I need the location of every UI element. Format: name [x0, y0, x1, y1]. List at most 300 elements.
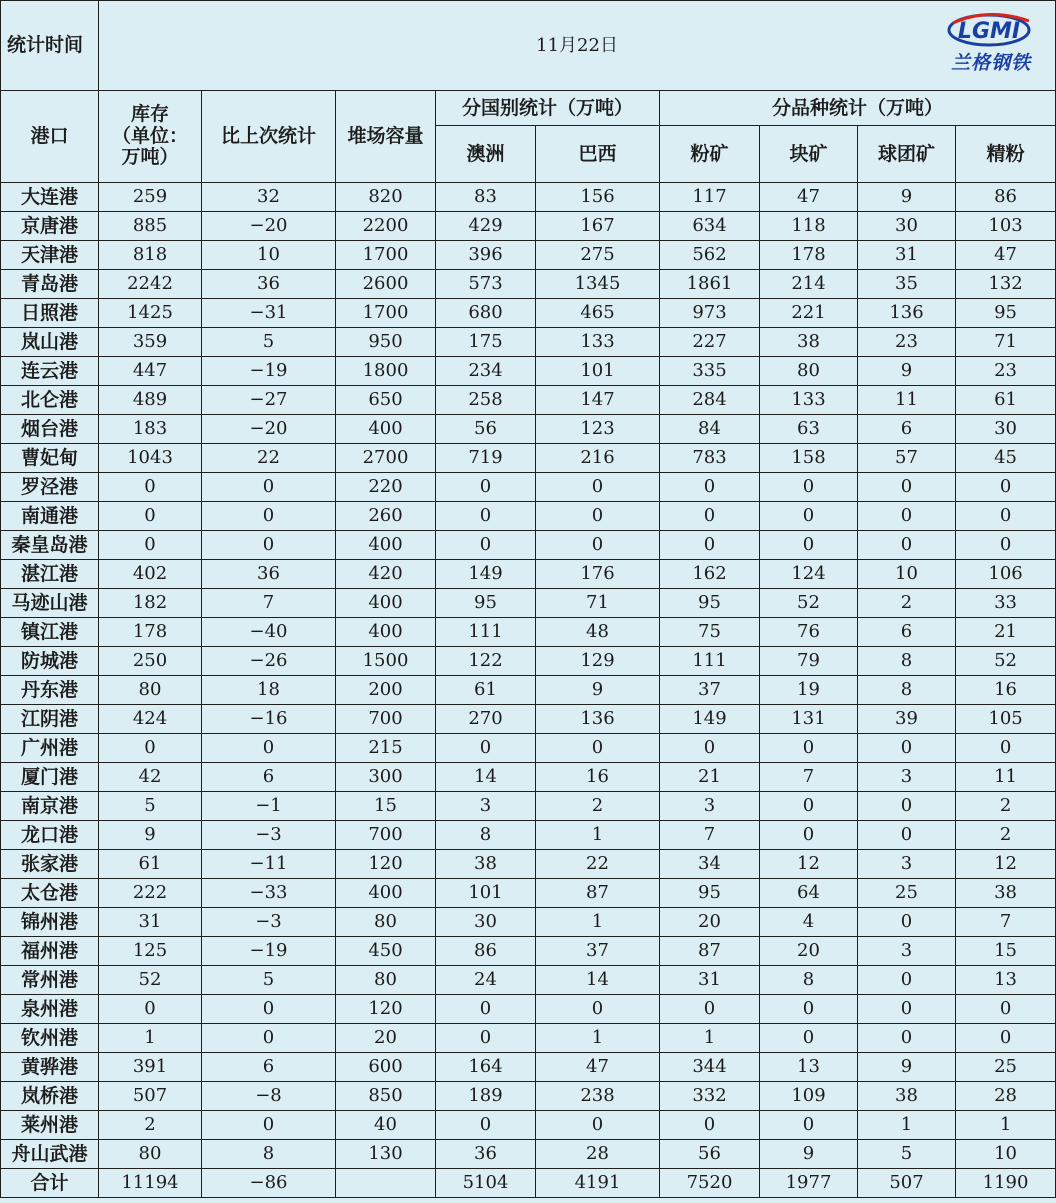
cell-change: −20	[202, 415, 336, 444]
cell-port-name: 太仓港	[1, 879, 99, 908]
cell-australia: 5104	[436, 1169, 536, 1198]
cell-change: −8	[202, 1082, 336, 1111]
cell-australia: 38	[436, 850, 536, 879]
cell-port-name: 龙口港	[1, 821, 99, 850]
cell-capacity: 400	[336, 415, 436, 444]
cell-capacity: 600	[336, 1053, 436, 1082]
cell-concentrate: 21	[956, 618, 1056, 647]
lgmi-logo-icon	[945, 9, 1033, 49]
cell-brazil: 156	[536, 183, 660, 212]
cell-fines: 7520	[660, 1169, 760, 1198]
cell-brazil: 1	[536, 1024, 660, 1053]
cell-concentrate: 2	[956, 792, 1056, 821]
cell-capacity: 450	[336, 937, 436, 966]
header-row-groups	[1, 91, 1056, 126]
cell-brazil: 238	[536, 1082, 660, 1111]
cell-brazil: 2	[536, 792, 660, 821]
cell-change: −11	[202, 850, 336, 879]
header-row-time	[1, 1, 1056, 91]
cell-australia: 396	[436, 241, 536, 270]
cell-stock: 250	[99, 647, 202, 676]
cell-lump: 178	[760, 241, 858, 270]
cell-stock: 182	[99, 589, 202, 618]
cell-concentrate: 106	[956, 560, 1056, 589]
cell-lump: 64	[760, 879, 858, 908]
cell-pellet: 0	[858, 502, 956, 531]
cell-lump: 7	[760, 763, 858, 792]
table-row	[1, 1024, 1056, 1053]
cell-concentrate: 52	[956, 647, 1056, 676]
cell-fines: 37	[660, 676, 760, 705]
cell-pellet: 2	[858, 589, 956, 618]
col-header-stock	[99, 91, 202, 183]
cell-lump: 0	[760, 502, 858, 531]
stock-header-line2: （单位：	[111, 124, 188, 147]
table-row	[1, 1053, 1056, 1082]
cell-capacity	[336, 1169, 436, 1198]
cell-concentrate: 2	[956, 821, 1056, 850]
cell-fines: 31	[660, 966, 760, 995]
table-row	[1, 357, 1056, 386]
cell-fines: 335	[660, 357, 760, 386]
cell-lump: 109	[760, 1082, 858, 1111]
cell-stock: 125	[99, 937, 202, 966]
cell-fines: 0	[660, 502, 760, 531]
table-row	[1, 937, 1056, 966]
cell-concentrate: 95	[956, 299, 1056, 328]
cell-change: 0	[202, 1111, 336, 1140]
cell-port-name: 舟山武港	[1, 1140, 99, 1169]
cell-port-name: 马迹山港	[1, 589, 99, 618]
cell-australia: 30	[436, 908, 536, 937]
cell-port-name: 黄骅港	[1, 1053, 99, 1082]
cell-concentrate: 105	[956, 705, 1056, 734]
cell-capacity: 200	[336, 676, 436, 705]
cell-concentrate: 13	[956, 966, 1056, 995]
cell-concentrate: 25	[956, 1053, 1056, 1082]
cell-concentrate: 47	[956, 241, 1056, 270]
cell-stock: 0	[99, 473, 202, 502]
cell-fines: 634	[660, 212, 760, 241]
cell-fines: 75	[660, 618, 760, 647]
cell-brazil: 37	[536, 937, 660, 966]
cell-port-name: 张家港	[1, 850, 99, 879]
cell-port-name: 泉州港	[1, 995, 99, 1024]
cell-brazil: 176	[536, 560, 660, 589]
cell-stock: 885	[99, 212, 202, 241]
table-row	[1, 763, 1056, 792]
cell-fines: 0	[660, 995, 760, 1024]
cell-lump: 131	[760, 705, 858, 734]
cell-stock: 61	[99, 850, 202, 879]
cell-fines: 162	[660, 560, 760, 589]
cell-australia: 36	[436, 1140, 536, 1169]
cell-australia: 680	[436, 299, 536, 328]
cell-fines: 332	[660, 1082, 760, 1111]
cell-stock: 0	[99, 502, 202, 531]
cell-australia: 83	[436, 183, 536, 212]
cell-capacity: 700	[336, 705, 436, 734]
col-header-pellet: 球团矿	[858, 126, 956, 183]
cell-pellet: 3	[858, 937, 956, 966]
cell-brazil: 28	[536, 1140, 660, 1169]
cell-capacity: 120	[336, 850, 436, 879]
stock-header-line1: 库存	[130, 102, 169, 125]
cell-stock: 222	[99, 879, 202, 908]
cell-pellet: 0	[858, 821, 956, 850]
cell-brazil: 87	[536, 879, 660, 908]
col-header-lump: 块矿	[760, 126, 858, 183]
cell-pellet: 3	[858, 763, 956, 792]
cell-brazil: 465	[536, 299, 660, 328]
cell-concentrate: 0	[956, 734, 1056, 763]
cell-capacity: 80	[336, 966, 436, 995]
cell-brazil: 275	[536, 241, 660, 270]
cell-pellet: 0	[858, 473, 956, 502]
cell-capacity: 400	[336, 531, 436, 560]
cell-change: 0	[202, 502, 336, 531]
cell-stock: 1043	[99, 444, 202, 473]
table-row	[1, 734, 1056, 763]
table-row	[1, 531, 1056, 560]
cell-concentrate: 33	[956, 589, 1056, 618]
cell-brazil: 0	[536, 995, 660, 1024]
cell-australia: 86	[436, 937, 536, 966]
table-row	[1, 299, 1056, 328]
cell-stock: 402	[99, 560, 202, 589]
cell-port-name: 岚桥港	[1, 1082, 99, 1111]
cell-stock: 0	[99, 995, 202, 1024]
cell-pellet: 25	[858, 879, 956, 908]
cell-australia: 149	[436, 560, 536, 589]
cell-brazil: 147	[536, 386, 660, 415]
cell-change: 0	[202, 734, 336, 763]
table-row	[1, 502, 1056, 531]
cell-stock: 1425	[99, 299, 202, 328]
cell-stock: 424	[99, 705, 202, 734]
table-row	[1, 676, 1056, 705]
cell-lump: 38	[760, 328, 858, 357]
cell-stock: 178	[99, 618, 202, 647]
cell-capacity: 850	[336, 1082, 436, 1111]
cell-pellet: 23	[858, 328, 956, 357]
cell-australia: 24	[436, 966, 536, 995]
cell-pellet: 1	[858, 1111, 956, 1140]
col-header-port: 港口	[1, 91, 99, 183]
col-header-brazil: 巴西	[536, 126, 660, 183]
cell-australia: 234	[436, 357, 536, 386]
cell-capacity: 1500	[336, 647, 436, 676]
table-row	[1, 705, 1056, 734]
cell-australia: 0	[436, 995, 536, 1024]
table-row	[1, 386, 1056, 415]
cell-capacity: 1700	[336, 299, 436, 328]
cell-lump: 52	[760, 589, 858, 618]
cell-brazil: 0	[536, 1111, 660, 1140]
cell-stock: 2	[99, 1111, 202, 1140]
cell-australia: 0	[436, 1111, 536, 1140]
cell-port-name: 岚山港	[1, 328, 99, 357]
cell-fines: 84	[660, 415, 760, 444]
table-row	[1, 966, 1056, 995]
cell-australia: 0	[436, 473, 536, 502]
cell-fines: 973	[660, 299, 760, 328]
table-row	[1, 792, 1056, 821]
cell-pellet: 0	[858, 995, 956, 1024]
cell-australia: 258	[436, 386, 536, 415]
cell-lump: 0	[760, 995, 858, 1024]
cell-brazil: 136	[536, 705, 660, 734]
cell-concentrate: 30	[956, 415, 1056, 444]
cell-stock: 9	[99, 821, 202, 850]
table-row	[1, 328, 1056, 357]
cell-brazil: 22	[536, 850, 660, 879]
cell-fines: 20	[660, 908, 760, 937]
cell-pellet: 30	[858, 212, 956, 241]
cell-change: 22	[202, 444, 336, 473]
cell-brazil: 14	[536, 966, 660, 995]
cell-port-name: 合计	[1, 1169, 99, 1198]
cell-stock: 0	[99, 734, 202, 763]
table-row	[1, 415, 1056, 444]
stat-time-label: 统计时间	[1, 1, 99, 91]
cell-lump: 133	[760, 386, 858, 415]
cell-change: 36	[202, 270, 336, 299]
cell-lump: 76	[760, 618, 858, 647]
cell-fines: 0	[660, 531, 760, 560]
cell-stock: 5	[99, 792, 202, 821]
cell-concentrate: 28	[956, 1082, 1056, 1111]
cell-stock: 0	[99, 531, 202, 560]
cell-lump: 118	[760, 212, 858, 241]
cell-stock: 80	[99, 1140, 202, 1169]
cell-capacity: 40	[336, 1111, 436, 1140]
cell-australia: 0	[436, 531, 536, 560]
cell-port-name: 曹妃甸	[1, 444, 99, 473]
cell-stock: 259	[99, 183, 202, 212]
table-row	[1, 908, 1056, 937]
cell-lump: 47	[760, 183, 858, 212]
cell-stock: 359	[99, 328, 202, 357]
cell-fines: 111	[660, 647, 760, 676]
cell-lump: 0	[760, 473, 858, 502]
cell-lump: 19	[760, 676, 858, 705]
cell-lump: 124	[760, 560, 858, 589]
cell-concentrate: 0	[956, 995, 1056, 1024]
cell-pellet: 0	[858, 531, 956, 560]
cell-pellet: 136	[858, 299, 956, 328]
cell-australia: 95	[436, 589, 536, 618]
cell-port-name: 大连港	[1, 183, 99, 212]
cell-australia: 56	[436, 415, 536, 444]
cell-concentrate: 61	[956, 386, 1056, 415]
cell-brazil: 47	[536, 1053, 660, 1082]
cell-australia: 111	[436, 618, 536, 647]
table-row	[1, 183, 1056, 212]
cell-lump: 158	[760, 444, 858, 473]
cell-change: −19	[202, 937, 336, 966]
col-group-by-type: 分品种统计（万吨）	[660, 91, 1056, 126]
cell-capacity: 80	[336, 908, 436, 937]
table-row	[1, 212, 1056, 241]
cell-concentrate: 16	[956, 676, 1056, 705]
table-row	[1, 444, 1056, 473]
cell-concentrate: 0	[956, 531, 1056, 560]
cell-capacity: 400	[336, 589, 436, 618]
cell-stock: 80	[99, 676, 202, 705]
table-row	[1, 1082, 1056, 1111]
table-row	[1, 589, 1056, 618]
cell-change: −20	[202, 212, 336, 241]
cell-lump: 0	[760, 1111, 858, 1140]
cell-port-name: 江阴港	[1, 705, 99, 734]
cell-pellet: 6	[858, 415, 956, 444]
cell-fines: 284	[660, 386, 760, 415]
cell-capacity: 1700	[336, 241, 436, 270]
cell-concentrate: 0	[956, 473, 1056, 502]
cell-fines: 95	[660, 879, 760, 908]
cell-port-name: 烟台港	[1, 415, 99, 444]
cell-brazil: 48	[536, 618, 660, 647]
cell-concentrate: 38	[956, 879, 1056, 908]
cell-port-name: 湛江港	[1, 560, 99, 589]
cell-australia: 3	[436, 792, 536, 821]
cell-port-name: 丹东港	[1, 676, 99, 705]
cell-change: 5	[202, 966, 336, 995]
cell-pellet: 0	[858, 908, 956, 937]
cell-fines: 0	[660, 1111, 760, 1140]
table-row	[1, 473, 1056, 502]
cell-concentrate: 103	[956, 212, 1056, 241]
table-row	[1, 560, 1056, 589]
cell-australia: 573	[436, 270, 536, 299]
table-row	[1, 821, 1056, 850]
table-row	[1, 647, 1056, 676]
cell-fines: 149	[660, 705, 760, 734]
cell-pellet: 0	[858, 792, 956, 821]
cell-port-name: 南通港	[1, 502, 99, 531]
cell-capacity: 300	[336, 763, 436, 792]
cell-fines: 34	[660, 850, 760, 879]
cell-stock: 31	[99, 908, 202, 937]
cell-change: 7	[202, 589, 336, 618]
cell-port-name: 天津港	[1, 241, 99, 270]
cell-brazil: 101	[536, 357, 660, 386]
cell-pellet: 9	[858, 183, 956, 212]
cell-fines: 7	[660, 821, 760, 850]
cell-change: −16	[202, 705, 336, 734]
cell-brazil: 1345	[536, 270, 660, 299]
cell-australia: 14	[436, 763, 536, 792]
table-row	[1, 618, 1056, 647]
cell-change: −26	[202, 647, 336, 676]
cell-capacity: 15	[336, 792, 436, 821]
cell-fines: 0	[660, 734, 760, 763]
cell-stock: 391	[99, 1053, 202, 1082]
cell-australia: 122	[436, 647, 536, 676]
cell-fines: 1861	[660, 270, 760, 299]
cell-lump: 20	[760, 937, 858, 966]
stock-header-line3: 万吨）	[121, 146, 179, 169]
cell-fines: 56	[660, 1140, 760, 1169]
cell-brazil: 0	[536, 502, 660, 531]
cell-brazil: 4191	[536, 1169, 660, 1198]
cell-port-name: 罗泾港	[1, 473, 99, 502]
col-header-change: 比上次统计	[202, 91, 336, 183]
logo-mark-text: LGMI	[958, 19, 1021, 44]
cell-concentrate: 15	[956, 937, 1056, 966]
cell-capacity: 950	[336, 328, 436, 357]
cell-pellet: 9	[858, 357, 956, 386]
cell-lump: 0	[760, 1024, 858, 1053]
cell-port-name: 京唐港	[1, 212, 99, 241]
table-row	[1, 1111, 1056, 1140]
cell-australia: 101	[436, 879, 536, 908]
cell-brazil: 0	[536, 531, 660, 560]
table-row	[1, 270, 1056, 299]
cell-brazil: 1	[536, 821, 660, 850]
cell-change: 0	[202, 1024, 336, 1053]
cell-change: −19	[202, 357, 336, 386]
cell-port-name: 钦州港	[1, 1024, 99, 1053]
cell-capacity: 2600	[336, 270, 436, 299]
cell-pellet: 0	[858, 966, 956, 995]
col-header-australia: 澳洲	[436, 126, 536, 183]
table-row	[1, 241, 1056, 270]
cell-brazil: 0	[536, 734, 660, 763]
cell-brazil: 1	[536, 908, 660, 937]
cell-brazil: 129	[536, 647, 660, 676]
cell-change: −86	[202, 1169, 336, 1198]
cell-concentrate: 10	[956, 1140, 1056, 1169]
cell-lump: 0	[760, 792, 858, 821]
cell-stock: 183	[99, 415, 202, 444]
cell-concentrate: 7	[956, 908, 1056, 937]
brand-logo	[943, 7, 1039, 85]
cell-australia: 0	[436, 502, 536, 531]
table-row	[1, 995, 1056, 1024]
cell-port-name: 广州港	[1, 734, 99, 763]
cell-brazil: 123	[536, 415, 660, 444]
cell-port-name: 北仑港	[1, 386, 99, 415]
cell-capacity: 130	[336, 1140, 436, 1169]
cell-concentrate: 1	[956, 1111, 1056, 1140]
cell-change: 10	[202, 241, 336, 270]
cell-pellet: 507	[858, 1169, 956, 1198]
cell-pellet: 57	[858, 444, 956, 473]
cell-concentrate: 0	[956, 502, 1056, 531]
cell-change: −31	[202, 299, 336, 328]
cell-concentrate: 11	[956, 763, 1056, 792]
cell-concentrate: 12	[956, 850, 1056, 879]
table-row	[1, 1140, 1056, 1169]
cell-fines: 1	[660, 1024, 760, 1053]
cell-lump: 214	[760, 270, 858, 299]
cell-lump: 80	[760, 357, 858, 386]
cell-stock: 42	[99, 763, 202, 792]
cell-pellet: 35	[858, 270, 956, 299]
cell-lump: 0	[760, 734, 858, 763]
cell-lump: 1977	[760, 1169, 858, 1198]
cell-lump: 12	[760, 850, 858, 879]
cell-brazil: 167	[536, 212, 660, 241]
col-header-capacity: 堆场容量	[336, 91, 436, 183]
cell-pellet: 3	[858, 850, 956, 879]
cell-lump: 0	[760, 531, 858, 560]
cell-pellet: 10	[858, 560, 956, 589]
cell-change: 6	[202, 1053, 336, 1082]
cell-lump: 221	[760, 299, 858, 328]
